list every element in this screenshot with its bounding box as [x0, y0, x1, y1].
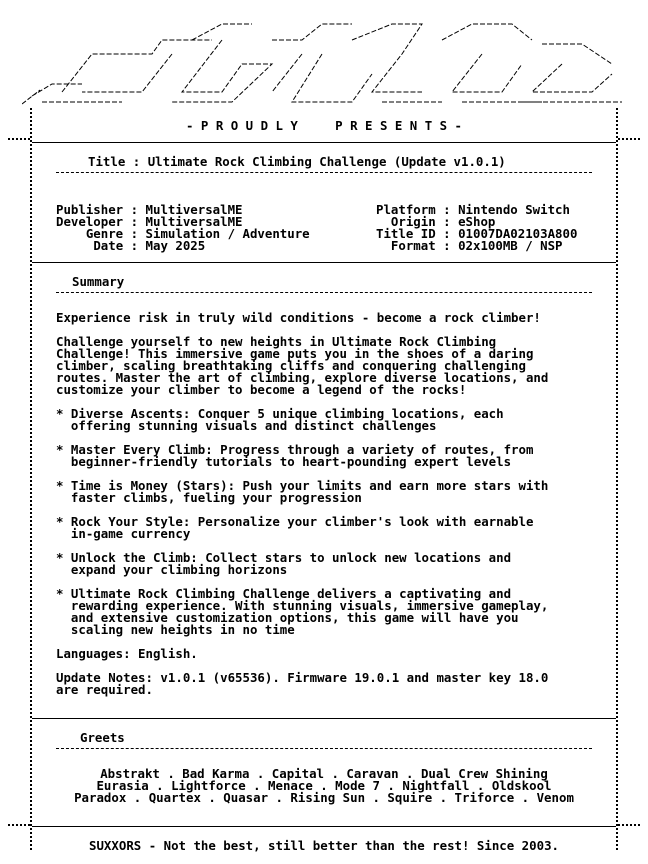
- bullet-item: * Unlock the Climb: Collect stars to unlock new locations and expand your climbing horizons: [56, 550, 512, 577]
- greets-heading: Greets: [80, 730, 125, 745]
- left-border: [30, 108, 32, 850]
- ascii-logo: [22, 14, 626, 110]
- section-divider: [32, 262, 616, 263]
- summary-underline: [56, 292, 592, 293]
- bullet-item: * Ultimate Rock Climbing Challenge delivers a captivating and rewarding experience. With stunning visuals, immersive gameplay, and extensive customization options, this game will have you scaling new heights in no time: [56, 586, 549, 637]
- languages-line: Languages: English.: [56, 646, 198, 661]
- bullet-item: * Diverse Ascents: Conquer 5 unique climbing locations, each offering stunning visuals and distinct challenges: [56, 406, 504, 433]
- greets-line: Paradox . Quartex . Quasar . Rising Sun . Squire . Triforce . Venom: [74, 790, 574, 805]
- footer-slogan: SUXXORS - Not the best, still better than the rest! Since 2003.: [89, 838, 559, 853]
- bullet-item: * Rock Your Style: Personalize your climber's look with earnable in-game currency: [56, 514, 534, 541]
- title-line: Title : Ultimate Rock Climbing Challenge (Update v1.0.1): [88, 154, 506, 169]
- update-notes: Update Notes: v1.0.1 (v65536). Firmware 19.0.1 and master key 18.0 are required.: [56, 670, 549, 697]
- summary-intro: Challenge yourself to new heights in Ultimate Rock Climbing Challenge! This immersive game puts you in the shoes of a daring climber, scaling breathtaking cliffs and conquering challenging routes. Master the art of climbing, explore diverse locations, and customize your climber to become a legend of the rocks!: [56, 334, 549, 397]
- info-right: Platform : Nintendo Switch Origin : eShop Title ID : 01007DA02103A800 Format : 02x100MB / NSP: [376, 202, 578, 253]
- info-left: Publisher : MultiversalME Developer : MultiversalME Genre : Simulation / Adventure Date : May 2025: [56, 202, 310, 253]
- left-tick-bottom: [8, 824, 30, 826]
- right-tick-bottom: [618, 824, 640, 826]
- title-underline: [56, 172, 592, 173]
- left-tick-top: [8, 138, 30, 140]
- section-divider: [32, 142, 616, 143]
- greets-underline: [56, 748, 592, 749]
- section-divider: [32, 826, 616, 827]
- bullet-item: * Master Every Climb: Progress through a variety of routes, from beginner-friendly tutorials to heart-pounding expert levels: [56, 442, 534, 469]
- section-divider: [32, 718, 616, 719]
- presents-line: - P R O U D L Y P R E S E N T S -: [185, 118, 462, 133]
- greets-line: Abstrakt . Bad Karma . Capital . Caravan . Dual Crew Shining: [100, 766, 548, 781]
- summary-tagline: Experience risk in truly wild conditions - become a rock climber!: [56, 310, 541, 325]
- right-border: [616, 108, 618, 850]
- greets-line: Eurasia . Lightforce . Menace . Mode 7 . Nightfall . Oldskool: [96, 778, 552, 793]
- right-tick-top: [618, 138, 640, 140]
- summary-heading: Summary: [72, 274, 125, 289]
- bullet-item: * Time is Money (Stars): Push your limits and earn more stars with faster climbs, fueling your progression: [56, 478, 549, 505]
